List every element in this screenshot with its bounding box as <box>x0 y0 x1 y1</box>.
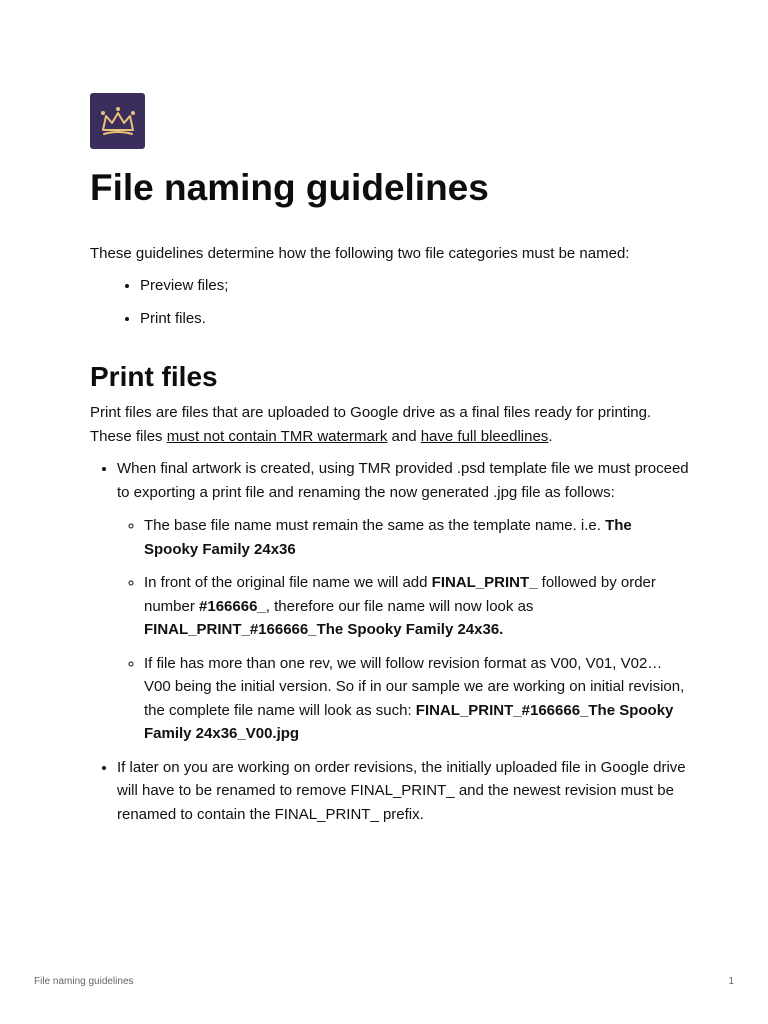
list-item-text: , therefore our file name will now look as <box>265 597 534 615</box>
paragraph-text: . <box>548 427 553 445</box>
sub-list-item <box>144 514 690 561</box>
bold-text: FINAL_PRINT_#166666_The Spooky Family 24x36_V00.jpg <box>144 701 674 742</box>
list-item-text: When final artwork is created, using TMR provided .psd template file we must proceed to exporting a print file and renaming the now generated .jpg file as follows: <box>117 460 689 501</box>
paragraph-text: Print files are files that are uploaded to Google drive as a final files ready for printing. These files <box>90 404 652 445</box>
bleedlines-link[interactable]: have full bleedlines <box>420 427 549 445</box>
print-rules-list <box>117 457 690 836</box>
list-item-text: The base file name must remain the same as the template name. i.e. <box>144 517 606 534</box>
sub-list-item <box>144 571 690 642</box>
bold-text: The Spooky Family 24x36 <box>144 517 632 558</box>
list-item <box>117 756 690 827</box>
print-files-paragraph <box>90 401 690 448</box>
crown-icon <box>98 104 138 138</box>
list-item <box>117 457 690 746</box>
list-item-text: If later on you are working on order revisions, the initially uploaded file in Google drive will have to be renamed to remove FINAL_PRINT_ and the newest revision must be renamed to contain the FINAL_PRINT_ prefix. <box>117 758 686 823</box>
list-item-text: In front of the original file name we will add <box>144 574 432 591</box>
intro-paragraph: These guidelines determine how the following two file categories must be named: <box>90 245 630 262</box>
sub-list-item <box>144 652 690 746</box>
bold-text: FINAL_PRINT_#166666_The Spooky Family 24x36. <box>144 621 504 638</box>
list-item-text: followed by order number <box>144 574 656 615</box>
list-item-text: If file has more than one rev, we will follow revision format as V00, V01, V02… V00 being the initial version. So if in our sample we are working on initial revision, the complete file name will look as such: <box>144 654 685 719</box>
logo <box>90 93 145 149</box>
watermark-link[interactable]: must not contain TMR watermark <box>166 427 388 445</box>
category-list <box>140 274 228 340</box>
paragraph-text: and <box>387 427 421 445</box>
bold-text: FINAL_PRINT_ <box>431 574 538 591</box>
sub-list <box>117 514 690 746</box>
list-item: • Print files. <box>140 307 228 330</box>
page-number: 1 <box>728 976 734 987</box>
list-item: • Preview files; <box>140 274 228 297</box>
bold-text: #166666_ <box>199 597 266 615</box>
section-heading-print-files: Print files <box>90 361 218 392</box>
footer-title: File naming guidelines <box>34 976 134 987</box>
page-title: File naming guidelines <box>90 167 489 208</box>
